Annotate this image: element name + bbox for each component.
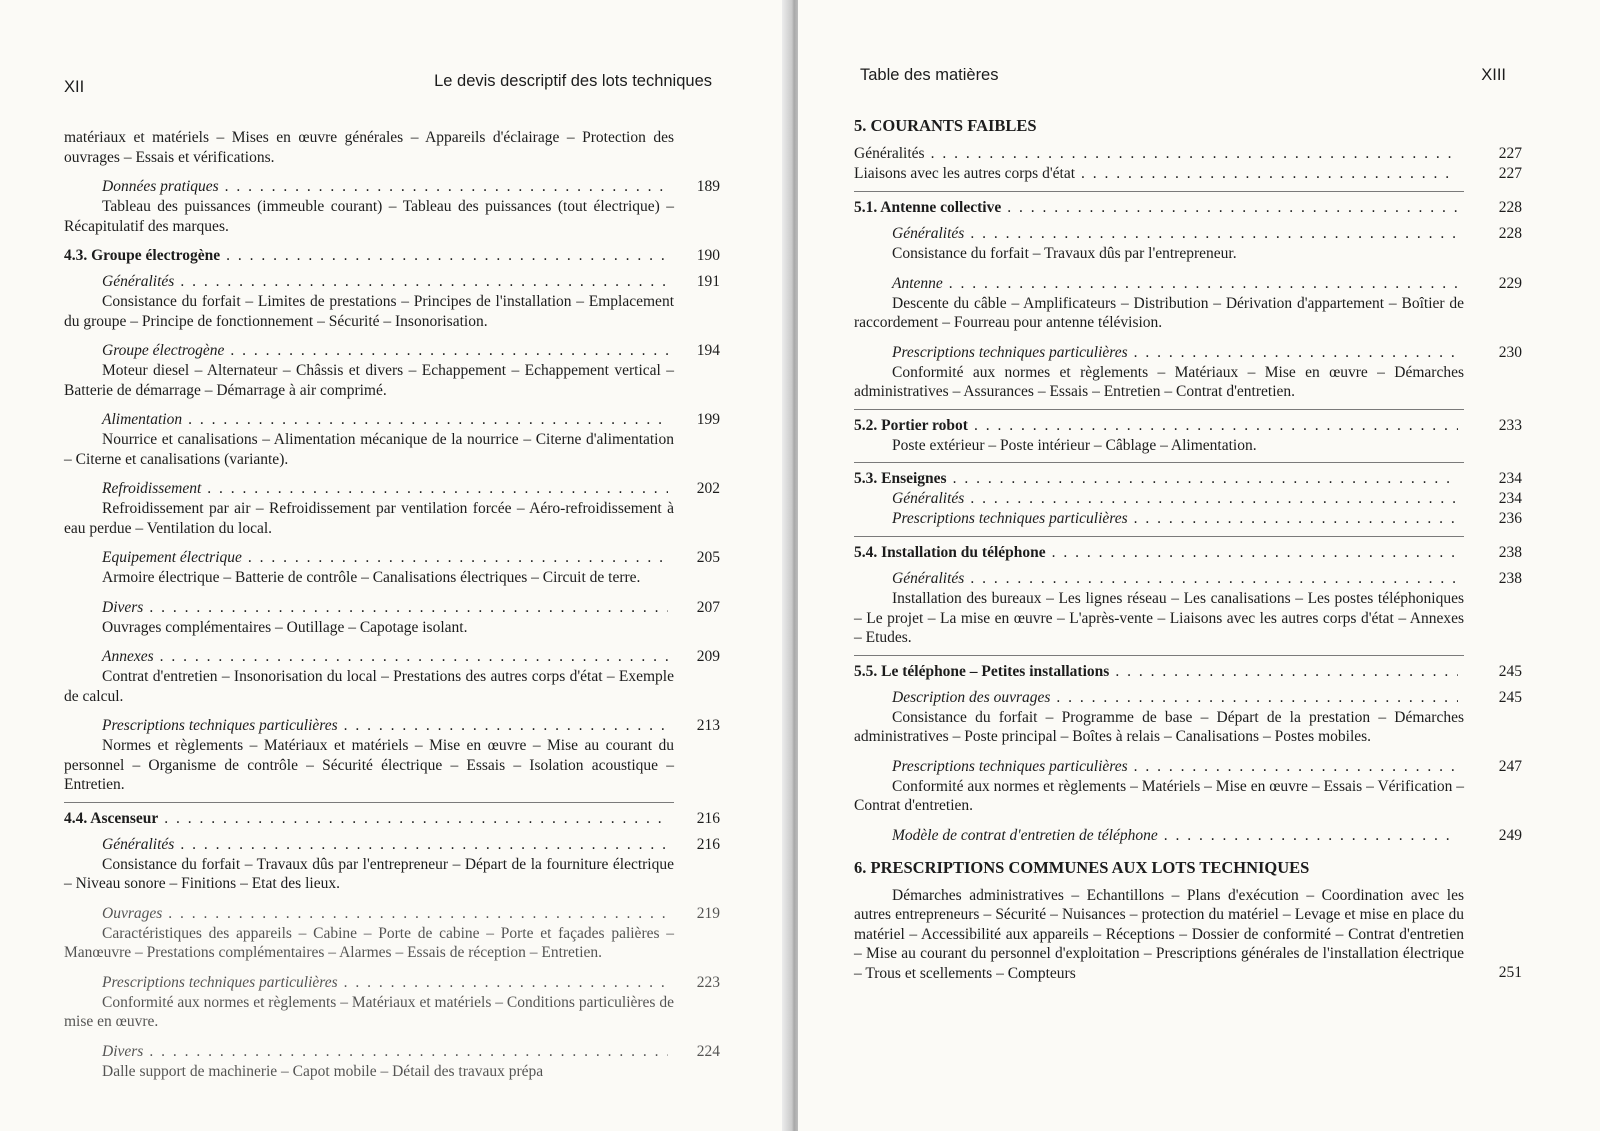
- entry-description: Poste extérieur – Poste intérieur – Câblage – Alimentation.: [892, 436, 1257, 454]
- right-toc: [854, 116, 1522, 983]
- section-divider: [854, 191, 1464, 192]
- entry-description: Moteur diesel – Alternateur – Châssis et divers – Echappement – Echappement vertical – Batterie de démarrage – Démarrage à air comprimé.: [64, 362, 674, 399]
- toc-section-5-1[interactable]: 5.1. Antenne collective . . . 228: [854, 198, 1464, 218]
- chapter-5-heading[interactable]: 5. COURANTS FAIBLES: [854, 116, 1037, 135]
- toc-entry[interactable]: Groupe électrogène . . . 194 Moteur diesel – Alternateur – Châssis et divers – Echappement – Echappement vertical – Batterie de démarrage – Démarrage à air comprimé.: [64, 341, 674, 400]
- toc-entry[interactable]: Liaisons avec les autres corps d'état . . . 227: [854, 164, 1464, 184]
- left-page: [0, 0, 790, 1131]
- page-number: 245: [1498, 688, 1522, 706]
- left-running-title: Le devis descriptif des lots techniques: [434, 72, 712, 90]
- toc-entry[interactable]: Annexes . . . 209 Contrat d'entretien – Insonorisation du local – Prestations des autres corps d'état – Exemple de calcul.: [64, 647, 674, 706]
- left-folio: XII: [64, 78, 85, 96]
- page-number: 216: [696, 835, 720, 853]
- page-number: 230: [1498, 343, 1522, 361]
- page-number: 207: [696, 598, 720, 616]
- page-number: 227: [1498, 165, 1522, 182]
- entry-description: Caractéristiques des appareils – Cabine – Porte de cabine – Porte et façades palières – Manœuvre – Prestations complémentaires – Alarmes – Essais de réception – Entretien.: [64, 924, 674, 961]
- page-number: 238: [1498, 570, 1522, 587]
- toc-entry[interactable]: Equipement électrique . . . 205 Armoire électrique – Batterie de contrôle – Canalisations électriques – Circuit de terre.: [64, 548, 674, 588]
- toc-section-5-3[interactable]: 5.3. Enseignes . . . 234: [854, 469, 1464, 489]
- entry-description: Normes et règlements – Matériaux et matériels – Mise en œuvre – Mise au courant du personnel – Organisme de contrôle – Sécurité électrique – Essais – Isolation acoustique – Entretien.: [64, 737, 674, 793]
- toc-entry[interactable]: [854, 886, 1522, 984]
- page-number: 209: [696, 648, 720, 665]
- toc-section-5-4[interactable]: 5.4. Installation du téléphone . . . 238: [854, 543, 1464, 563]
- page-number: 191: [696, 273, 720, 290]
- page-number: 228: [1498, 225, 1522, 242]
- section-divider: [64, 802, 674, 803]
- page-number: 205: [696, 549, 720, 566]
- page-number: 236: [1498, 510, 1522, 527]
- toc-entry[interactable]: Refroidissement . . . 202 Refroidissement par air – Refroidissement par ventilation forcée – Aéro-refroidissement à eau perdue – Ventilation du local.: [64, 479, 674, 538]
- entry-description: Consistance du forfait – Programme de base – Départ de la prestation – Démarches administratives – Poste principal – Boîtes à relais – Canalisations – Postes mobiles.: [854, 708, 1464, 745]
- toc-entry[interactable]: Prescriptions techniques particulières . . . 213 Normes et règlements – Matériaux et matériels – Mise en œuvre – Mise au courant du personnel – Organisme de contrôle – Sécurité électrique – Essais – Isolation acoustique – Entretien.: [64, 716, 674, 795]
- entry-description: Consistance du forfait – Travaux dûs par l'entrepreneur – Départ de la fourniture électrique – Niveau sonore – Finitions – Etat des lieux.: [64, 855, 674, 892]
- entry-description: Installation des bureaux – Les lignes réseau – Les canalisations – Les postes téléphoniques – Le projet – La mise en œuvre – L'après-vente – Liaisons avec les autres corps d'état – Annexes – Etudes.: [854, 590, 1464, 646]
- entry-description: Armoire électrique – Batterie de contrôle – Canalisations électriques – Circuit de terre.: [102, 569, 641, 586]
- page-number: 216: [696, 809, 720, 827]
- toc-entry[interactable]: Modèle de contrat d'entretien de téléphone . . . 249: [854, 826, 1464, 846]
- page-number: 228: [1498, 199, 1522, 216]
- page-number: 251: [1498, 964, 1522, 981]
- page-number: 202: [696, 480, 720, 497]
- toc-entry[interactable]: Description des ouvrages . . . 245 Consistance du forfait – Programme de base – Départ de la prestation – Démarches administratives – Poste principal – Boîtes à relais – Canalisations – Postes mobiles.: [854, 688, 1464, 747]
- page-number: 219: [696, 904, 720, 922]
- toc-entry[interactable]: Généralités . . . 238 Installation des bureaux – Les lignes réseau – Les canalisations – Les postes téléphoniques – Le projet – La mise en œuvre – L'après-vente – Liaisons avec les autres corps d'état – Annexes – Etudes.: [854, 569, 1464, 648]
- continued-text: matériaux et matériels – Mises en œuvre générales – Appareils d'éclairage – Protection des ouvrages – Essais et vérifications.: [64, 129, 674, 166]
- toc-entry[interactable]: Prescriptions techniques particulières . . . 230 Conformité aux normes et règlements – Matériaux – Mise en œuvre – Démarches administratives – Assurances – Essais – Entretien – Contrat d'entretien.: [854, 343, 1464, 402]
- entry-description: Conformité aux normes et règlements – Matériaux et matériels – Conditions particulières de mise en œuvre.: [64, 993, 674, 1030]
- chapter-6-heading[interactable]: 6. PRESCRIPTIONS COMMUNES AUX LOTS TECHNIQUES: [854, 857, 1310, 877]
- toc-section-4-4[interactable]: 4.4. Ascenseur . . . 216: [64, 809, 674, 829]
- entry-description: Refroidissement par air – Refroidissement par ventilation forcée – Aéro-refroidissement à eau perdue – Ventilation du local.: [64, 500, 674, 537]
- right-folio: XIII: [1481, 66, 1506, 84]
- entry-description: Consistance du forfait – Limites de prestations – Principes de l'installation – Emplacement du groupe – Principe de fonctionnement – Sécurité – Insonorisation.: [64, 293, 674, 330]
- page-number: 189: [696, 178, 720, 195]
- page-number: 199: [696, 411, 720, 428]
- page-number: 234: [1498, 490, 1522, 507]
- page-number: 223: [696, 973, 720, 991]
- toc-entry[interactable]: Généralités . . . 228 Consistance du forfait – Travaux dûs par l'entrepreneur.: [854, 224, 1464, 264]
- entry-description: Nourrice et canalisations – Alimentation mécanique de la nourrice – Citerne d'alimentation – Citerne et canalisations (variante).: [64, 431, 674, 468]
- page-number: 190: [696, 247, 720, 264]
- entry-description: Contrat d'entretien – Insonorisation du local – Prestations des autres corps d'état – Exemple de calcul.: [64, 668, 674, 705]
- section-divider: [854, 536, 1464, 537]
- entry-description: Descente du câble – Amplificateurs – Distribution – Dérivation d'appartement – Boîtier de raccordement – Fourreau pour antenne télévision.: [854, 294, 1464, 331]
- section-divider: [854, 409, 1464, 410]
- toc-section-5-2[interactable]: 5.2. Portier robot . . . 233 Poste extérieur – Poste intérieur – Câblage – Alimentation.: [854, 416, 1464, 456]
- toc-entry[interactable]: Divers . . . 207 Ouvrages complémentaires – Outillage – Capotage isolant.: [64, 598, 674, 638]
- left-toc: [64, 128, 720, 1081]
- page-number: 194: [696, 342, 720, 359]
- entry-description: Consistance du forfait – Travaux dûs par l'entrepreneur.: [892, 245, 1237, 262]
- toc-entry[interactable]: Ouvrages . . . 219 Caractéristiques des appareils – Cabine – Porte de cabine – Porte et façades palières – Manœuvre – Prestations complémentaires – Alarmes – Essais de réception – Entretien.: [64, 904, 674, 963]
- entry-description: Conformité aux normes et règlements – Matériels – Mise en œuvre – Essais – Vérification – Contrat d'entretien.: [854, 777, 1464, 814]
- page-number: 213: [696, 717, 720, 734]
- toc-entry[interactable]: Alimentation . . . 199 Nourrice et canalisations – Alimentation mécanique de la nourrice – Citerne d'alimentation – Citerne et canalisations (variante).: [64, 410, 674, 469]
- toc-entry[interactable]: Prescriptions techniques particulières . . . 223 Conformité aux normes et règlements – Matériaux et matériels – Conditions particulières de mise en œuvre.: [64, 973, 674, 1032]
- page-number: 234: [1498, 470, 1522, 487]
- toc-entry[interactable]: Généralités . . . 216 Consistance du forfait – Travaux dûs par l'entrepreneur – Départ de la fourniture électrique – Niveau sonore – Finitions – Etat des lieux.: [64, 835, 674, 894]
- section-divider: [854, 655, 1464, 656]
- page-number: 227: [1498, 145, 1522, 162]
- right-running-title: Table des matières: [860, 66, 999, 84]
- toc-entry[interactable]: Divers . . . 224 Dalle support de machinerie – Capot mobile – Détail des travaux prépa: [64, 1042, 674, 1082]
- chapter-6-description: Démarches administratives – Echantillons – Plans d'exécution – Coordination avec les autres entrepreneurs – Sécurité – Nuisances – protection du matériel – Levage et mise en place du matériel – Accessibilité aux appareils – Réceptions – Dossier de conformité – Contrat d'entretien – Mise au courant du personnel d'exploitation – Prescriptions générales de l'installation électrique – Trous et scellements – Compteurs: [854, 886, 1464, 982]
- right-page: [798, 0, 1600, 1131]
- toc-entry[interactable]: Généralités . . . 234: [854, 489, 1464, 509]
- toc-entry[interactable]: Généralités . . . 227: [854, 144, 1464, 164]
- toc-entry[interactable]: Prescriptions techniques particulières . . . 247 Conformité aux normes et règlements – Matériels – Mise en œuvre – Essais – Vérification – Contrat d'entretien.: [854, 757, 1464, 816]
- page-number: 229: [1498, 274, 1522, 292]
- page-number: 233: [1498, 416, 1522, 434]
- page-number: 238: [1498, 544, 1522, 561]
- page-number: 224: [696, 1042, 720, 1060]
- toc-entry[interactable]: Antenne . . . 229 Descente du câble – Amplificateurs – Distribution – Dérivation d'appartement – Boîtier de raccordement – Fourreau pour antenne télévision.: [854, 274, 1464, 333]
- section-divider: [854, 462, 1464, 463]
- entry-description: Tableau des puissances (immeuble courant) – Tableau des puissances (tout électrique) – Récapitulatif des marques.: [64, 198, 674, 235]
- toc-entry[interactable]: Données pratiques . . . 189 Tableau des puissances (immeuble courant) – Tableau des puissances (tout électrique) – Récapitulatif des marques.: [64, 177, 674, 236]
- page-number: 247: [1498, 757, 1522, 775]
- page-number: 245: [1498, 662, 1522, 680]
- entry-description: Dalle support de machinerie – Capot mobile – Détail des travaux prépa: [102, 1062, 544, 1080]
- toc-section-4-3[interactable]: 4.3. Groupe électrogène . . . 190: [64, 246, 674, 266]
- entry-description: Ouvrages complémentaires – Outillage – Capotage isolant.: [102, 618, 468, 636]
- toc-entry[interactable]: Généralités . . . 191 Consistance du forfait – Limites de prestations – Principes de l'installation – Emplacement du groupe – Principe de fonctionnement – Sécurité – Insonorisation.: [64, 272, 674, 331]
- toc-entry[interactable]: Prescriptions techniques particulières . . . 236: [854, 509, 1464, 529]
- page-number: 249: [1498, 826, 1522, 844]
- entry-description: Conformité aux normes et règlements – Matériaux – Mise en œuvre – Démarches administratives – Assurances – Essais – Entretien – Contrat d'entretien.: [854, 363, 1464, 400]
- toc-section-5-5[interactable]: 5.5. Le téléphone – Petites installations . . . 245: [854, 662, 1464, 682]
